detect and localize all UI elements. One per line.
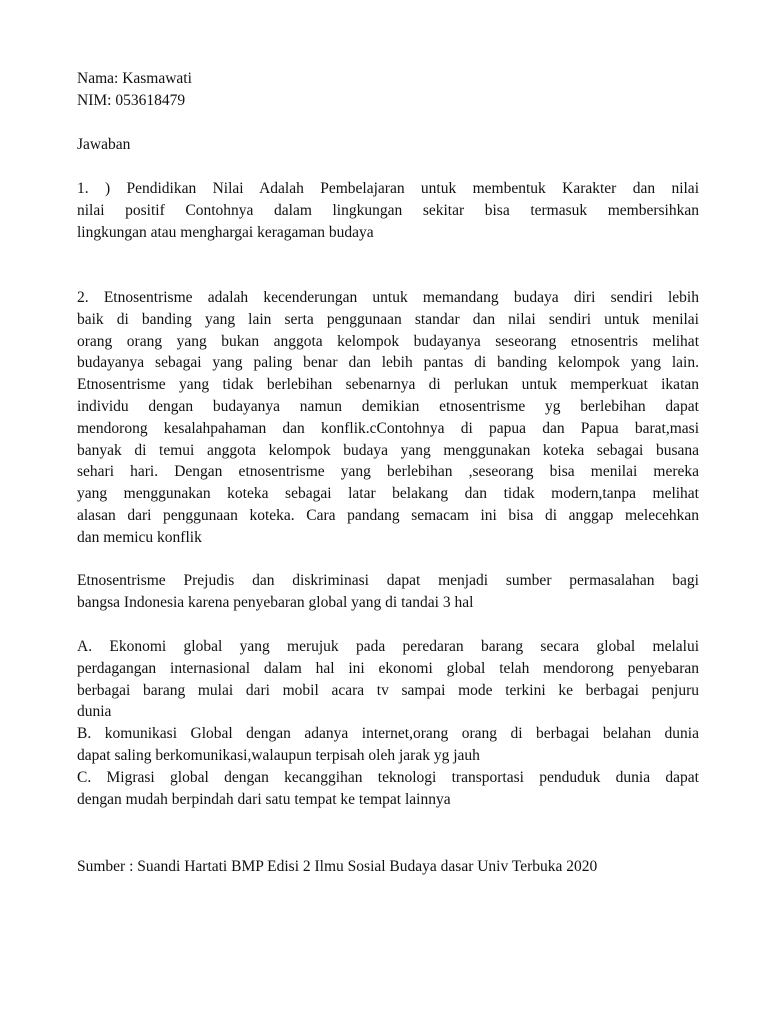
answer-2-line: orang orang yang bukan anggota kelompok budayanya seseorang etnosentris melihat (77, 332, 699, 350)
answer-3-item-line: dengan mudah berpindah dari satu tempat ke tempat lainnya (77, 790, 451, 808)
answer-2-line: banyak di temui anggota kelompok budaya yang menggunakan koteka sebagai busana (77, 441, 699, 459)
answer-3-item-line: dunia (77, 703, 112, 721)
answer-2-line: yang menggunakan koteka sebagai latar belakang dan tidak modern,tanpa melihat (77, 485, 699, 503)
student-name: Nama: Kasmawati (77, 70, 192, 87)
answer-2-line: baik di banding yang lain serta penggunaan standar dan nilai sendiri untuk menilai (77, 310, 699, 328)
student-nim: NIM: 053618479 (77, 91, 186, 109)
answer-3-intro-line: bangsa Indonesia karena penyebaran global yang di tandai 3 hal (77, 593, 474, 611)
answer-3-item-line: C. Migrasi global dengan kecanggihan teknologi transportasi penduduk dunia dapat (77, 768, 699, 786)
answer-1-line: nilai positif Contohnya dalam lingkungan sekitar bisa termasuk membersihkan (77, 201, 699, 219)
answer-2-line: alasan dari penggunaan koteka. Cara pandang semacam ini bisa di anggap melecehkan (77, 506, 699, 524)
answer-2-line: sehari hari. Dengan etnosentrisme yang berlebihan ,seseorang bisa menilai mereka (77, 463, 699, 481)
answer-3-item-line: B. komunikasi Global dengan adanya internet,orang orang di berbagai belahan dunia (77, 725, 699, 743)
answer-2-line: dan memicu konflik (77, 528, 202, 546)
answer-3-list (77, 636, 699, 810)
source-citation: Sumber : Suandi Hartati BMP Edisi 2 Ilmu Sosial Budaya dasar Univ Terbuka 2020 (77, 858, 598, 875)
answer-3-intro-line: Etnosentrisme Prejudis dan diskriminasi dapat menjadi sumber permasalahan bagi (77, 572, 699, 589)
answer-2-line: mendorong kesalahpahaman dan konflik.cContohnya di papua dan Papua barat,masi (77, 419, 699, 437)
answer-1-line: 1. ) Pendidikan Nilai Adalah Pembelajaran untuk membentuk Karakter dan nilai (77, 180, 699, 197)
answer-2-line: Etnosentrisme yang tidak berlebihan sebenarnya di perlukan untuk memperkuat ikatan (77, 376, 699, 394)
answer-heading: Jawaban (77, 136, 131, 153)
answer-2-line: 2. Etnosentrisme adalah kecenderungan untuk memandang budaya diri sendiri lebih (77, 289, 699, 306)
answer-2-line: individu dengan budayanya namun demikian etnosentrisme yg berlebihan dapat (77, 397, 699, 415)
answer-2 (77, 287, 699, 549)
answer-2-line: budayanya sebagai yang paling benar dan lebih pantas di banding kelompok yang lain. (77, 354, 699, 372)
student-info (77, 68, 699, 112)
answer-3-item-line: A. Ekonomi global yang merujuk pada peredaran barang secara global melalui (77, 638, 699, 655)
answer-1 (77, 178, 699, 243)
answer-3-item-line: berbagai barang mulai dari mobil acara tv sampai mode terkini ke berbagai penjuru (77, 681, 699, 699)
answer-3-item-line: perdagangan internasional dalam hal ini ekonomi global telah mendorong penyebaran (77, 659, 699, 677)
answer-1-line: lingkungan atau menghargai keragaman budaya (77, 223, 374, 241)
answer-3-item-line: dapat saling berkomunikasi,walaupun terpisah oleh jarak yg jauh (77, 746, 480, 764)
answer-3-intro (77, 570, 699, 614)
